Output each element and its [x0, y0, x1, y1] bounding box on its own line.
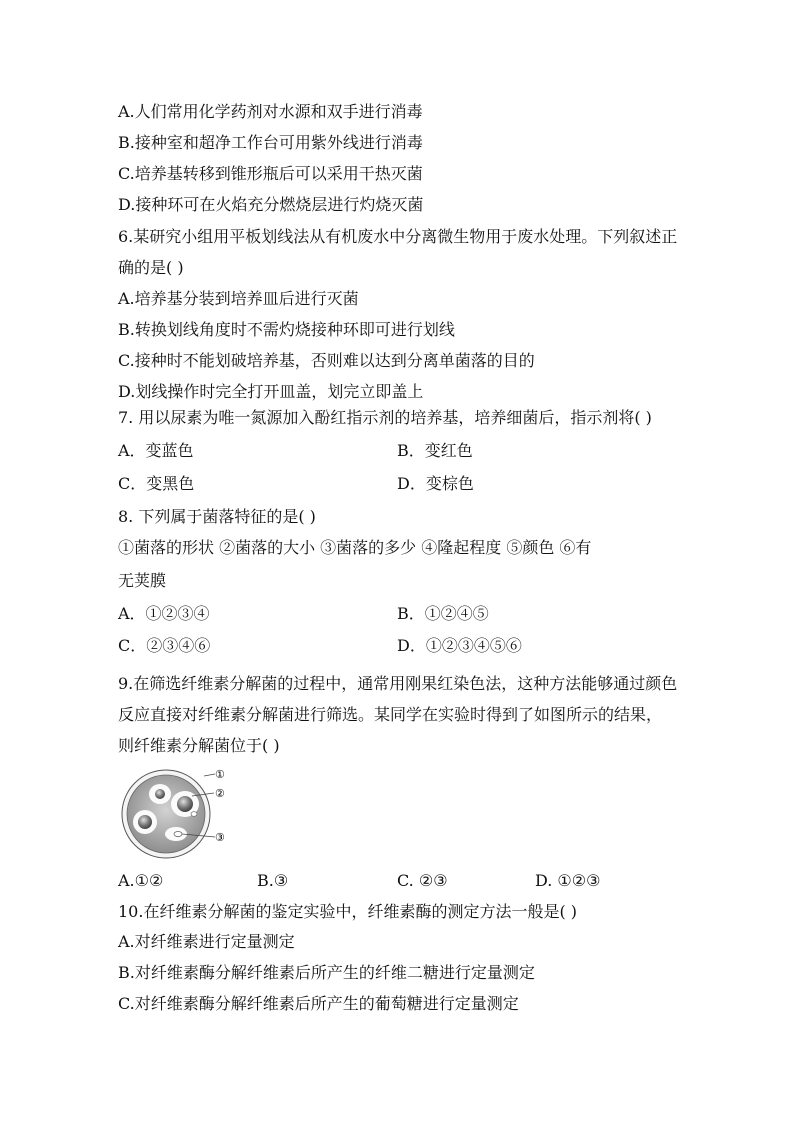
q8-stem: 8. 下列属于菌落特征的是( ) [118, 507, 316, 526]
figure-label-2: ② [215, 787, 225, 800]
figure-label-3: ③ [215, 831, 225, 844]
q5-option-b: B.接种室和超净工作台可用紫外线进行消毒 [118, 133, 423, 152]
q9-stem-line3: 则纤维素分解菌位于( ) [118, 736, 280, 755]
q8-option-c: C．②③④⑥ [118, 636, 211, 655]
colony-small [191, 812, 197, 817]
q6-option-c: C.接种时不能划破培养基，否则难以达到分离单菌落的目的 [118, 351, 535, 370]
q9-option-a: A.①② [118, 871, 164, 890]
q7-option-a: A．变蓝色 [118, 441, 194, 460]
q8-option-b: B．①②④⑤ [397, 604, 489, 623]
q7-stem: 7. 用以尿素为唯一氮源加入酚红指示剂的培养基，培养细菌后，指示剂将( ) [118, 408, 652, 427]
q7-option-c: C．变黑色 [118, 474, 195, 493]
q9-option-d: D. ①②③ [535, 871, 601, 890]
q6-option-b: B.转换划线角度时不需灼烧接种环即可进行划线 [118, 320, 455, 339]
q10-option-a: A.对纤维素进行定量测定 [118, 932, 295, 951]
q9-option-c: C. ②③ [397, 871, 448, 890]
colony-3 [138, 815, 152, 829]
q9-option-b: B.③ [257, 871, 289, 890]
colony-2 [177, 796, 193, 812]
q6-stem-line2: 确的是( ) [118, 258, 184, 277]
q5-option-c: C.培养基转移到锥形瓶后可以采用干热灭菌 [118, 164, 423, 183]
q5-option-d: D.接种环可在火焰充分燃烧层进行灼烧灭菌 [118, 195, 424, 214]
q5-option-a: A.人们常用化学药剂对水源和双手进行消毒 [118, 102, 423, 121]
q8-features-line2: 无荚膜 [118, 571, 167, 590]
q7-option-d: D．变棕色 [397, 474, 474, 493]
q8-features-line1: ①菌落的形状 ②菌落的大小 ③菌落的多少 ④隆起程度 ⑤颜色 ⑥有 [118, 538, 592, 557]
colony-1 [155, 789, 165, 799]
q6-option-d: D.划线操作时完全打开皿盖，划完立即盖上 [118, 382, 424, 401]
q10-option-b: B.对纤维素酶分解纤维素后所产生的纤维二糖进行定量测定 [118, 963, 535, 982]
q7-option-b: B．变红色 [397, 441, 473, 460]
q8-option-a: A．①②③④ [118, 604, 210, 623]
q10-stem: 10.在纤维素分解菌的鉴定实验中，纤维素酶的测定方法一般是( ) [118, 902, 578, 921]
figure-label-1: ① [215, 768, 225, 781]
q9-stem-line2: 反应直接对纤维素分解菌进行筛选。某同学在实验时得到了如图所示的结果， [118, 705, 663, 724]
petri-dish-figure [118, 764, 238, 864]
q6-option-a: A.培养基分装到培养皿后进行灭菌 [118, 289, 359, 308]
q10-option-c: C.对纤维素酶分解纤维素后所产生的葡萄糖进行定量测定 [118, 994, 519, 1013]
leader-line-1 [204, 774, 215, 776]
colony-4 [174, 832, 182, 837]
q6-stem-line1: 6.某研究小组用平板划线法从有机废水中分离微生物用于废水处理。下列叙述正 [118, 227, 678, 246]
q9-stem-line1: 9.在筛选纤维素分解菌的过程中，通常用刚果红染色法，这种方法能够通过颜色 [118, 674, 678, 693]
q8-option-d: D．①②③④⑤⑥ [397, 636, 522, 655]
